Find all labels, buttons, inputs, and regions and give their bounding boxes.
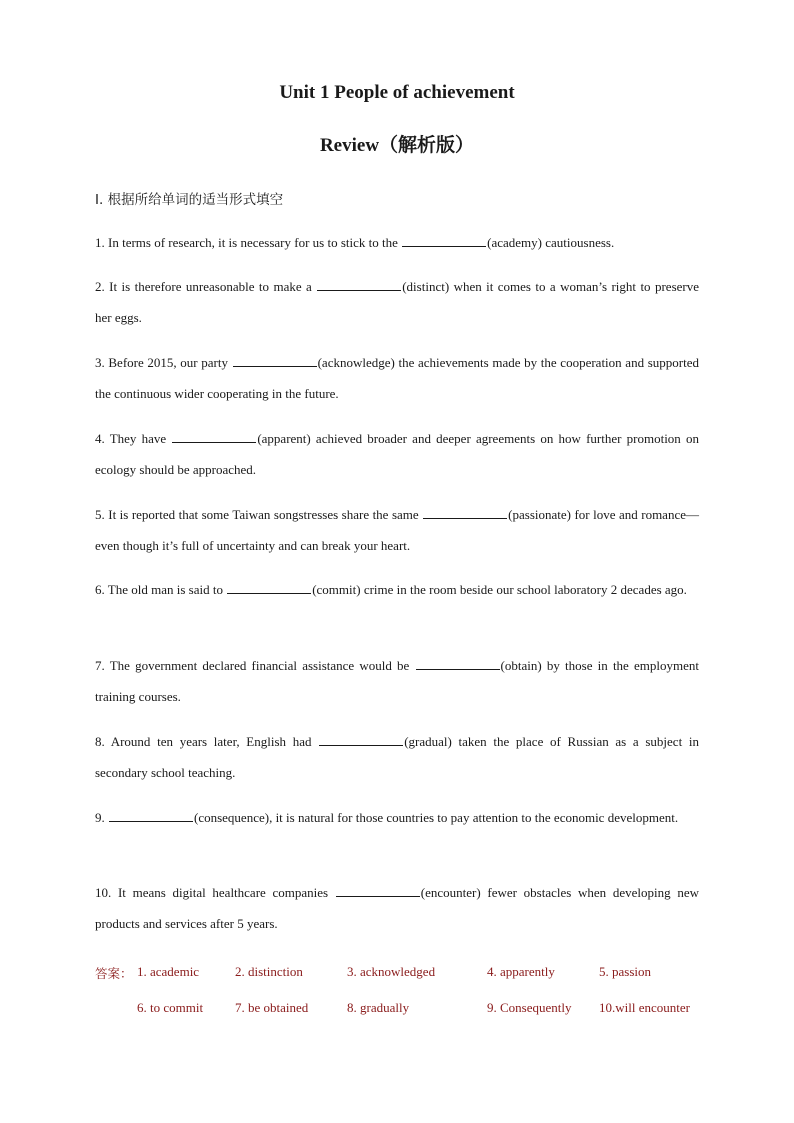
answer-blank[interactable] (423, 517, 507, 519)
question-number: 10. (95, 885, 112, 900)
answer-item: 6. to commit (137, 1000, 204, 1015)
question-text-before (105, 810, 108, 825)
question-number: 2. (95, 279, 105, 294)
question-number: 8. (95, 734, 105, 749)
question-item (95, 650, 699, 712)
answer-blank[interactable] (109, 820, 193, 822)
question-text-after: (acknowledge) the achievements made by the cooperation and supported the continuous wider cooperating in the future. (95, 355, 699, 401)
answer-blank[interactable] (317, 289, 401, 291)
question-text-before: The old man is said to (104, 582, 227, 597)
question-text-after: (obtain) by those in the employment training courses. (95, 658, 699, 704)
question-item (95, 423, 699, 485)
question-text-before: Before 2015, our party (104, 355, 232, 370)
question-text-after: (academy) cautiousness. (487, 235, 615, 250)
question-text-after: (passionate) for love and romance—even though it’s full of uncertainty and can break your heart. (95, 507, 699, 553)
answer-item: 10.will encounter (599, 1000, 690, 1015)
answer-blank[interactable] (172, 441, 256, 443)
question-number: 3. (95, 355, 105, 370)
answer-label: 答案： (95, 966, 133, 981)
question-text-before: It means digital healthcare companies (111, 885, 335, 900)
question-item (95, 726, 699, 788)
answer-item: 5. passion (599, 964, 651, 979)
answer-item: 3. acknowledged (347, 964, 436, 979)
answer-item: 7. be obtained (235, 1000, 309, 1015)
question-number: 4. (95, 431, 105, 446)
question-number: 7. (95, 658, 105, 673)
question-text-after: (apparent) achieved broader and deeper agreements on how further promotion on ecology should be approached. (95, 431, 699, 477)
question-number: 5. (95, 507, 105, 522)
answer-blank[interactable] (416, 668, 500, 670)
question-text-after: (consequence), it is natural for those countries to pay attention to the economic development. (194, 810, 679, 825)
document-subtitle: Review（解析版） (319, 135, 475, 156)
question-number: 1. (95, 235, 105, 250)
answer-item: 9. Consequently (487, 1000, 572, 1015)
question-item (95, 347, 699, 409)
question-item (95, 227, 699, 258)
document-title: Unit 1 People of achievement (279, 82, 515, 103)
question-number: 6. (95, 582, 105, 597)
question-item (95, 802, 699, 833)
question-text-after: (distinct) when it comes to a woman’s right to preserve her eggs. (95, 279, 699, 325)
question-text-before: In terms of research, it is necessary for us to stick to the (104, 235, 402, 250)
question-text-after: (encounter) fewer obstacles when developing new products and services after 5 years. (95, 885, 699, 931)
answer-item: 4. apparently (487, 964, 555, 979)
question-item (95, 574, 699, 605)
answer-item: 1. academic (137, 964, 200, 979)
answer-blank[interactable] (233, 365, 317, 367)
answer-blank[interactable] (227, 592, 311, 594)
answer-blank[interactable] (402, 245, 486, 247)
question-text-after: (gradual) taken the place of Russian as a subject in secondary school teaching. (95, 734, 699, 780)
answer-blank[interactable] (319, 744, 403, 746)
answer-item: 8. gradually (347, 1000, 410, 1015)
answer-blank[interactable] (336, 895, 420, 897)
question-text-after: (commit) crime in the room beside our school laboratory 2 decades ago. (312, 582, 687, 597)
question-text-before: Around ten years later, English had (104, 734, 319, 749)
question-text-before: They have (104, 431, 172, 446)
question-number: 9. (95, 810, 105, 825)
question-item (95, 499, 699, 561)
section-heading: Ⅰ. 根据所给单词的适当形式填空 (95, 192, 284, 208)
question-text-before: It is reported that some Taiwan songstresses share the same (104, 507, 423, 522)
question-item (95, 271, 699, 333)
question-item (95, 877, 699, 939)
answer-item: 2. distinction (235, 964, 303, 979)
question-text-before: The government declared financial assistance would be (104, 658, 415, 673)
question-text-before: It is therefore unreasonable to make a (104, 279, 317, 294)
